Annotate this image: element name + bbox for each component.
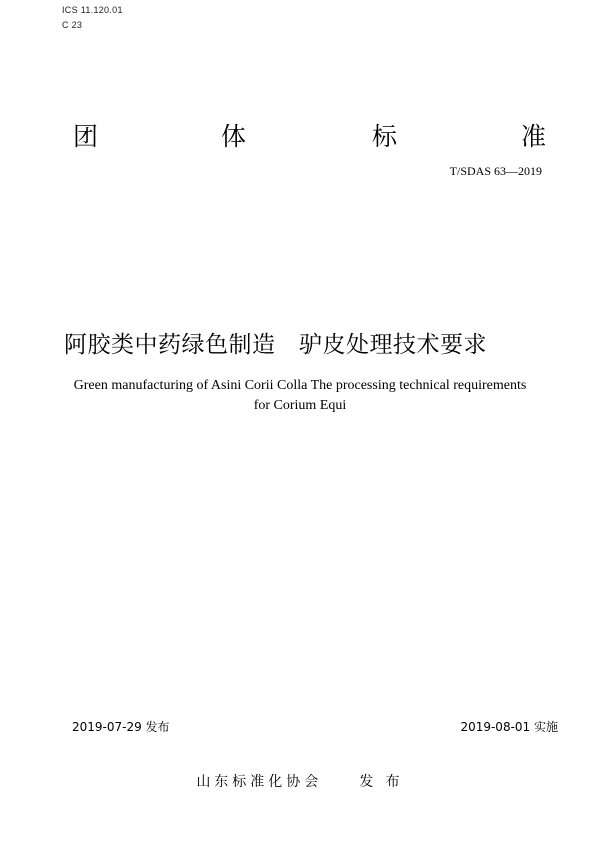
doc-type-char-1: 团 bbox=[73, 122, 99, 151]
issuer-name: 山东标准化协会 bbox=[196, 774, 323, 790]
ics-code: ICS 11.120.01 bbox=[62, 5, 123, 15]
issuer bbox=[0, 771, 600, 791]
publish-date: 2019-07-29 发布 bbox=[72, 720, 170, 734]
doc-type-char-2: 体 bbox=[221, 122, 247, 151]
title-english-line-1: Green manufacturing of Asini Corii Colla The processing technical requirements bbox=[73, 378, 527, 393]
implement-date: 2019-08-01 实施 bbox=[460, 720, 558, 734]
standard-number: T/SDAS 63—2019 bbox=[449, 164, 542, 178]
issuer-action: 发 布 bbox=[359, 774, 404, 790]
ccs-code: C 23 bbox=[62, 20, 83, 30]
doc-type-char-4: 准 bbox=[521, 122, 547, 151]
doc-type-char-3: 标 bbox=[372, 122, 398, 151]
title-chinese: 阿胶类中药绿色制造 驴皮处理技术要求 bbox=[64, 332, 487, 358]
title-english-line-2: for Corium Equi bbox=[253, 398, 347, 413]
